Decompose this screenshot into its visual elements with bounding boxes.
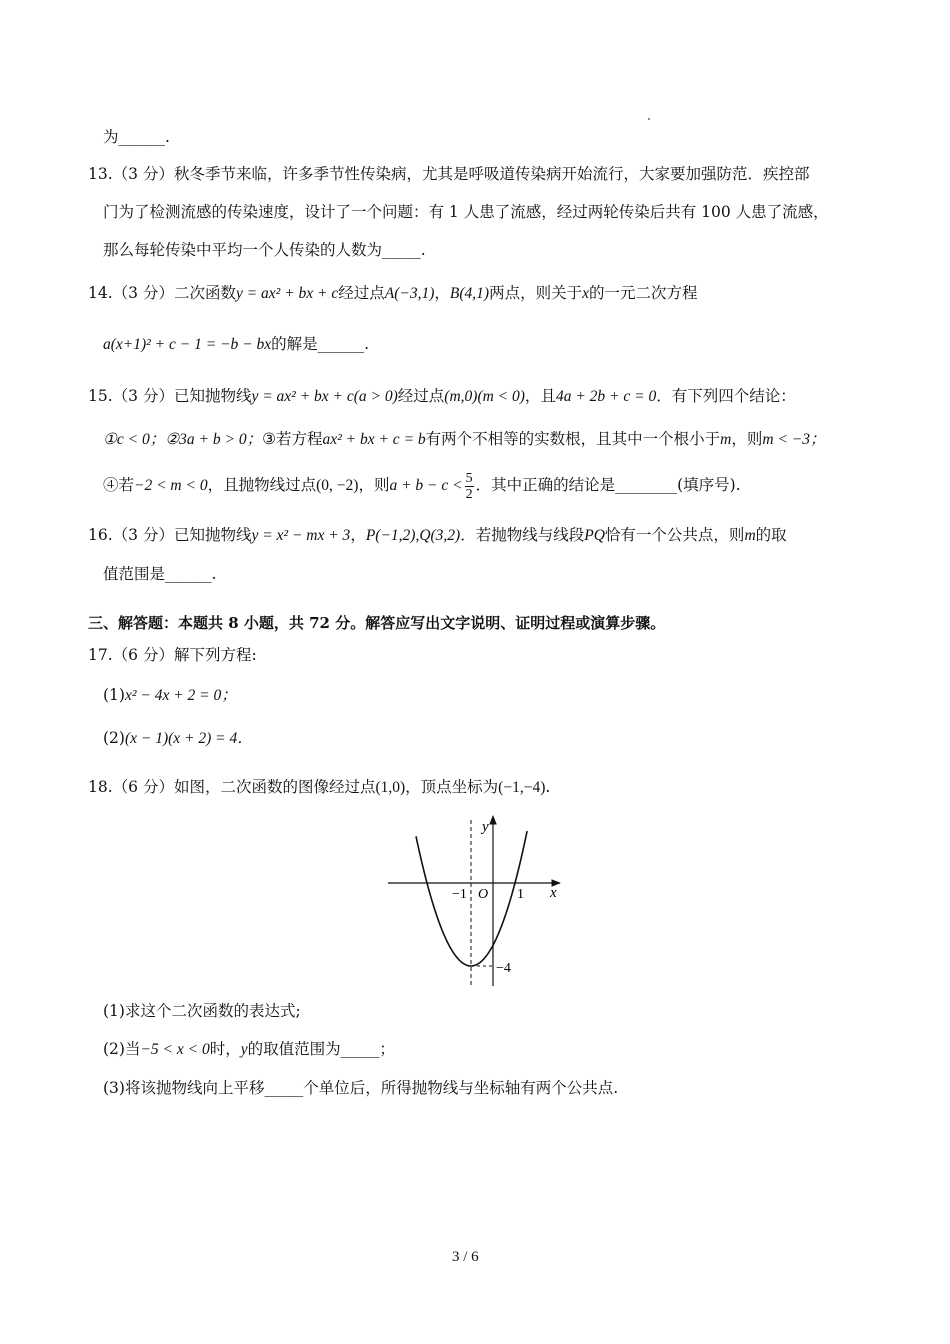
page-number: 3 / 6: [452, 1249, 479, 1265]
y-axis-label: y: [482, 819, 489, 835]
q15-line2: ①c < 0；②3a + b > 0；③若方程ax² + bx + c = b有两个不相等的实数根，且其中一个根小于m，则m < −3；: [103, 430, 826, 448]
q16-line2: 值范围是______.: [103, 565, 217, 583]
q18-part3: (3)将该抛物线向上平移_____个单位后，所得抛物线与坐标轴有两个公共点.: [103, 1079, 619, 1097]
x-axis-label: x: [550, 885, 557, 901]
q18-title: 18.（6 分）如图，二次函数的图像经过点(1,0)，顶点坐标为(−1,−4).: [88, 778, 551, 796]
parabola-curve: [416, 831, 527, 966]
stray-dot: [648, 118, 650, 120]
q13-line2: 门为了检测流感的传染速度，设计了一个问题：有 1 人患了流感，经过两轮传染后共有 100 人患了流感，: [103, 203, 829, 221]
parabola-figure: [380, 810, 580, 995]
q18-part2: (2)当−5 < x < 0时，y的取值范围为_____；: [103, 1040, 395, 1058]
q17-title: 17.（6 分）解下列方程:: [88, 646, 257, 664]
q18-part1: (1)求这个二次函数的表达式;: [103, 1002, 301, 1020]
q17-part2: (2)(x − 1)(x + 2) = 4．: [103, 729, 253, 747]
fraction-five-halves: $\frac{5}{2}$: [465, 470, 473, 502]
tick-label-neg4: −4: [496, 961, 511, 976]
origin-label: O: [478, 887, 489, 902]
q14-line1: 14.（3 分）二次函数y = ax² + bx + c经过点A(−3,1)，B(4,1)两点，则关于x的一元二次方程: [88, 284, 698, 302]
tick-label-neg1: −1: [452, 887, 467, 902]
q15-line1: 15.（3 分）已知抛物线y = ax² + bx + c(a > 0)经过点(m,0)(m < 0)，且4a + 2b + c = 0．有下列四个结论：: [88, 387, 796, 405]
section3-title: 三、解答题：本题共 8 小题，共 72 分。解答应写出文字说明、证明过程或演算步骤。: [88, 614, 666, 632]
q14-line2: a(x+1)² + c − 1 = −b − bx的解是______.: [103, 335, 370, 353]
tick-label-1: 1: [517, 887, 524, 902]
q16-line1: 16.（3 分）已知抛物线y = x² − mx + 3，P(−1,2),Q(3,2)．若抛物线与线段PQ恰有一个公共点，则m的取: [88, 526, 787, 544]
q17-part1: (1)x² − 4x + 2 = 0；: [103, 686, 237, 704]
q15-line3: ④若−2 < m < 0，且抛物线过点(0, −2)，则a + b − c < $\frac{5}{2}$ ．其中正确的结论是________(填序号).: [103, 470, 741, 502]
q13-line3: 那么每轮传染中平均一个人传染的人数为_____.: [103, 241, 426, 259]
q12-tail: 为______.: [103, 128, 170, 146]
q13-line1: 13.（3 分）秋冬季节来临，许多季节性传染病，尤其是呼吸道传染病开始流行，大家要加强防范．疾控部: [88, 165, 810, 183]
